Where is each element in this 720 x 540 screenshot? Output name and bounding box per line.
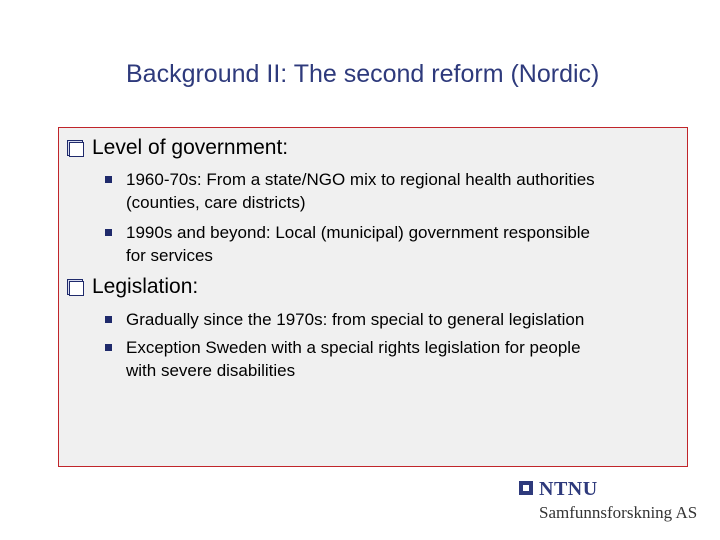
list-item <box>105 168 675 214</box>
square-bullet-icon <box>105 316 112 323</box>
square-bullet-icon <box>105 176 112 183</box>
list-item-line: Exception Sweden with a special rights legislation for people <box>126 338 581 357</box>
list-item-line: with severe disabilities <box>126 361 296 380</box>
section-heading-label: Legislation: <box>92 275 199 298</box>
slide-title: Background II: The second reform (Nordic) <box>126 60 600 88</box>
ntnu-logo <box>518 478 708 528</box>
ntnu-square-icon <box>519 481 533 495</box>
list-item <box>105 336 675 382</box>
logo-company-text: Samfunnsforskning AS <box>539 503 698 522</box>
list-item-line: 1960-70s: From a state/NGO mix to regional health authorities <box>126 170 595 189</box>
list-item-line: Gradually since the 1970s: from special to general legislation <box>126 310 585 329</box>
checkbox-bullet-icon <box>67 140 84 157</box>
content-box <box>58 127 688 467</box>
list-item-line: for services <box>126 246 213 265</box>
section-heading-government <box>67 136 288 160</box>
logo-ntnu-text: NTNU <box>539 478 598 500</box>
square-bullet-icon <box>105 344 112 351</box>
checkbox-bullet-icon <box>67 279 84 296</box>
section-heading-legislation <box>67 275 198 299</box>
list-item-line: (counties, care districts) <box>126 193 306 212</box>
list-item-line: 1990s and beyond: Local (municipal) government responsible <box>126 223 591 242</box>
list-item <box>105 308 675 331</box>
section-heading-label: Level of government: <box>92 136 289 159</box>
square-bullet-icon <box>105 229 112 236</box>
list-item <box>105 221 675 267</box>
